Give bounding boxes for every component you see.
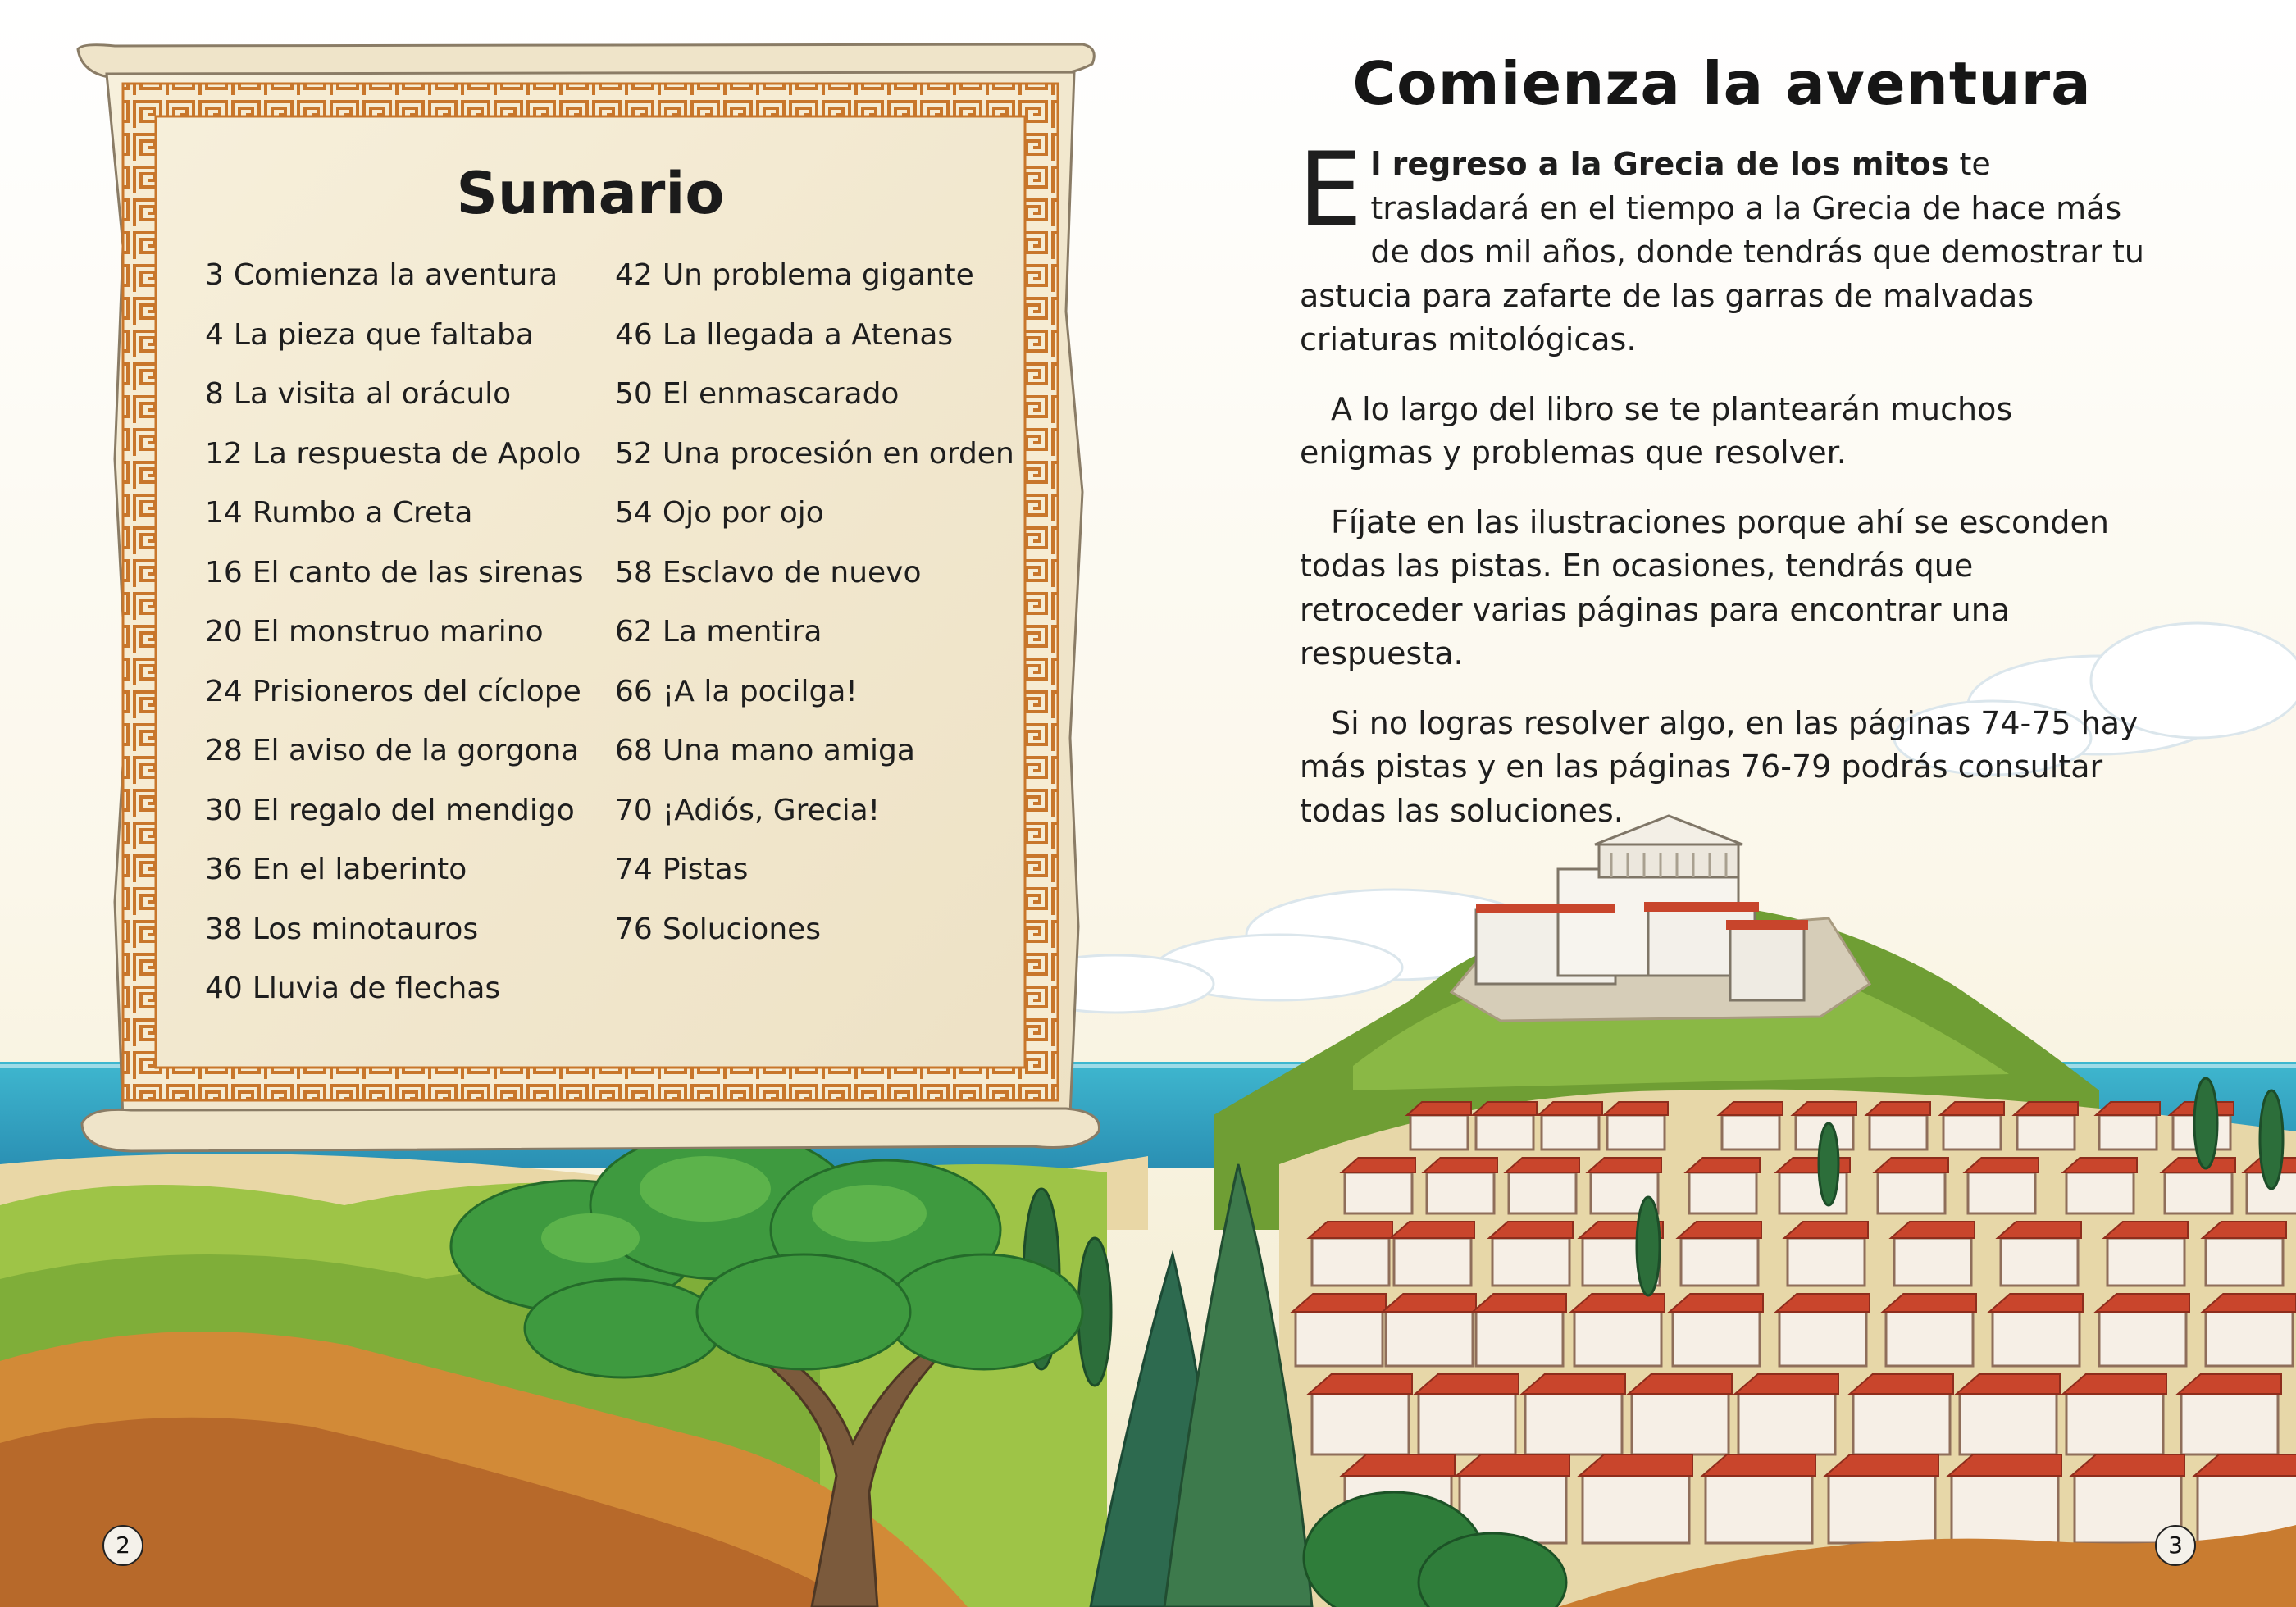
toc-page-number: 16 [205,555,243,590]
toc-entry-title: Un problema gigante [662,258,974,292]
town-house [1632,1394,1729,1454]
toc-entry [615,246,1014,306]
toc-page-number: 30 [205,793,243,827]
town-house [1427,1172,1494,1213]
toc-entry-title: El enmascarado [662,377,900,411]
toc-entry [205,722,584,781]
town-house [1574,1312,1661,1366]
toc-entry-title: La pieza que faltaba [233,317,534,352]
paragraph-illustrations: Fíjate en las ilustraciones porque ahí se esconden todas las pistas. En ocasiones, tendrás que retroceder varias páginas para encontrar una respuesta. [1300,503,2109,671]
town-house [1960,1394,2057,1454]
town-house [1542,1115,1599,1149]
table-of-contents-scroll [82,49,1099,1140]
town-house [2066,1172,2134,1213]
toc-entry [205,603,584,662]
town-house [1394,1238,1471,1286]
town-house [1583,1476,1689,1543]
town-house [1722,1115,1779,1149]
toc-entry [205,306,584,366]
town-house [2066,1394,2163,1454]
toc-page-number: 42 [615,258,653,292]
toc-entry [615,662,1014,722]
toc-page-number: 70 [615,793,653,827]
page-heading: Comienza la aventura [1352,49,2092,118]
town-house [1853,1394,1950,1454]
toc-page-number: 8 [205,377,224,411]
toc-entry-title: La respuesta de Apolo [252,436,581,471]
town-house [1968,1172,2035,1213]
toc-entry [205,662,584,722]
toc-page-number: 46 [615,317,653,352]
toc-page-number: 68 [615,734,653,767]
toc-entry-title: Una procesión en orden [662,436,1014,471]
toc-entry-title: La llegada a Atenas [662,317,954,352]
town-house [1681,1238,1758,1286]
toc-page-number: 62 [615,615,653,649]
town-house [1386,1312,1473,1366]
town-house [1689,1172,1756,1213]
toc-entry [205,365,584,425]
toc-entry [615,544,1014,603]
toc-title: Sumario [456,160,725,227]
town-house [2099,1115,2157,1149]
toc-entry-title: En el laberinto [252,853,467,886]
town-house [1738,1394,1835,1454]
toc-entry [205,959,584,1019]
toc-entry-title: Rumbo a Creta [252,496,473,530]
town-house [1878,1172,1945,1213]
toc-entry-title: Pistas [662,853,749,886]
town-house [1607,1115,1665,1149]
town-house [1952,1476,2058,1543]
toc-page-number: 3 [205,258,224,292]
town-house [1673,1312,1760,1366]
toc-page-number: 40 [205,972,243,1005]
toc-page-number: 14 [205,496,243,530]
paragraph-solutions: Si no logras resolver algo, en las páginas 74-75 hay más pistas y en las páginas 76-79 podrás consultar todas las soluciones. [1300,704,2139,829]
intro-bold-text: l regreso a la Grecia de los mitos [1370,146,1950,182]
toc-entry-title: Una mano amiga [662,734,915,767]
town-house [2099,1312,2186,1366]
toc-entry-title: El canto de las sirenas [252,555,584,590]
town-house [2206,1238,2283,1286]
toc-entry-title: ¡Adiós, Grecia! [662,793,881,827]
town-house [1886,1312,1973,1366]
page-number-left: 2 [102,1525,144,1566]
toc-entry [615,306,1014,366]
town-house [1476,1312,1563,1366]
town-house [1706,1476,1812,1543]
toc-page-number: 20 [205,615,243,649]
page-number-right: 3 [2155,1525,2196,1566]
town-house [2165,1172,2232,1213]
toc-entry-title: El regalo del mendigo [252,793,575,827]
toc-entry [615,840,1014,900]
town-house [1419,1394,1515,1454]
intro-text: te trasladará en el tiempo a la Grecia de hace más de dos mil años, donde tendrás que demostrar tu astucia para zafarte de las garras de malvadas criaturas mitológicas. [1300,146,2144,357]
toc-entry-title: Lluvia de flechas [252,972,501,1005]
town-house [1870,1115,1927,1149]
toc-page-number: 66 [615,674,653,708]
toc-entry-title: Comienza la aventura [233,258,558,292]
town-house [2206,1312,2293,1366]
toc-entry [205,484,584,544]
toc-entry-title: La visita al oráculo [233,377,512,411]
toc-entry [615,365,1014,425]
town-house [2017,1115,2075,1149]
town-house [2181,1394,2278,1454]
drop-cap: E [1298,131,1363,249]
toc-page-number: 12 [205,436,243,471]
toc-page-number: 38 [205,912,243,946]
town-house [2001,1238,2078,1286]
toc-entry [205,544,584,603]
toc-column-right [615,246,1014,959]
toc-entry [615,484,1014,544]
toc-entry-title: La mentira [662,615,822,649]
toc-entry-title: Soluciones [662,912,822,946]
town-house [1312,1394,1409,1454]
town-house [1525,1394,1622,1454]
toc-entry-title: Prisioneros del cíclope [252,674,581,708]
toc-column-left [205,246,584,1019]
toc-entry [205,246,584,306]
toc-entry-title: El monstruo marino [252,615,544,649]
toc-entry [205,781,584,841]
toc-entry [205,425,584,485]
toc-entry-title: El aviso de la gorgona [252,734,580,767]
toc-entry [615,900,1014,960]
toc-entry [615,425,1014,485]
toc-entry [615,781,1014,841]
toc-page-number: 54 [615,496,653,530]
toc-page-number: 76 [615,912,653,946]
toc-page-number: 4 [205,317,224,352]
right-page-text [1300,49,2144,858]
toc-entry [615,603,1014,662]
toc-page-number: 24 [205,674,243,708]
town-house [1312,1238,1389,1286]
toc-page-number: 28 [205,734,243,767]
town-house [1779,1312,1866,1366]
toc-entry-title: Los minotauros [252,912,479,946]
toc-entry-title: Ojo por ojo [662,496,824,530]
town-house [1943,1115,2001,1149]
toc-entry-title: ¡A la pocilga! [662,674,858,708]
town-house [1345,1172,1412,1213]
town-house [1894,1238,1971,1286]
town-house [1788,1238,1865,1286]
town-house [1829,1476,1935,1543]
toc-page-number: 50 [615,377,653,411]
intro-paragraph [1298,131,2144,362]
town-house [1410,1115,1468,1149]
toc-entry [615,722,1014,781]
toc-entry-title: Esclavo de nuevo [662,555,922,590]
toc-page-number: 36 [205,853,243,886]
town-house [1993,1312,2080,1366]
town-house [1509,1172,1576,1213]
town-house [1492,1238,1569,1286]
toc-entry [205,900,584,960]
paragraph-enigmas: A lo largo del libro se te plantearán muchos enigmas y problemas que resolver. [1300,390,2013,471]
toc-page-number: 58 [615,555,653,590]
town-house [2107,1238,2184,1286]
toc-entry [205,840,584,900]
town-house [1296,1312,1383,1366]
town-house [1476,1115,1533,1149]
toc-page-number: 74 [615,853,653,886]
toc-page-number: 52 [615,436,653,471]
